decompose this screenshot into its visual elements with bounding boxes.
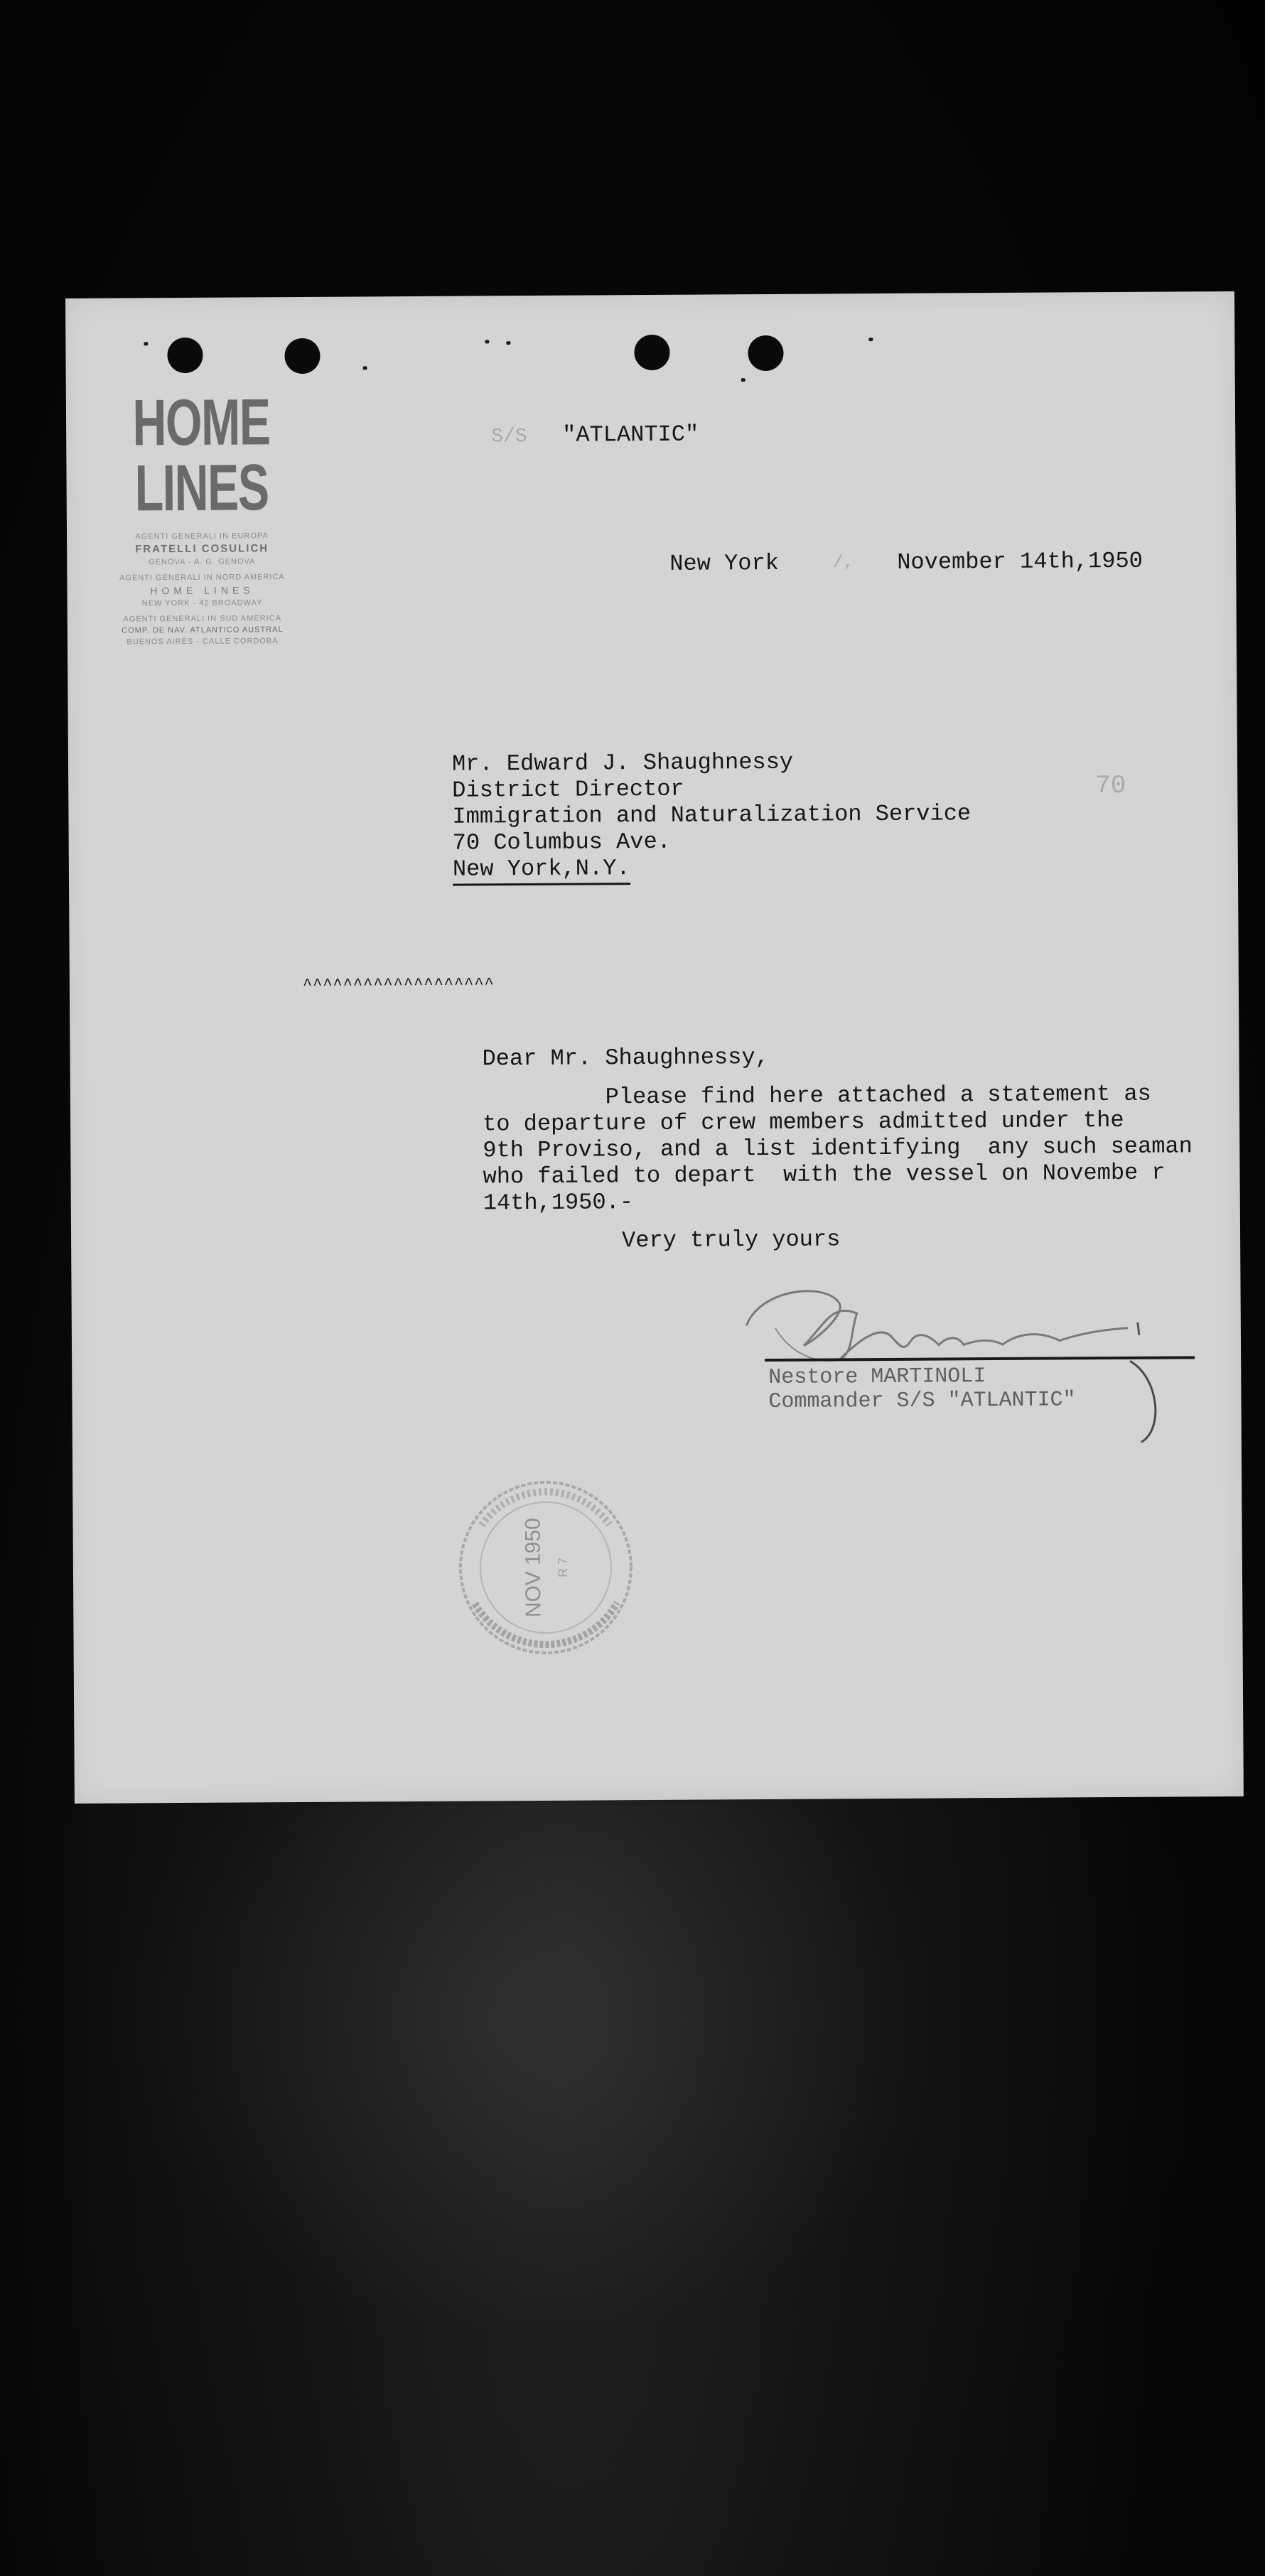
agent-europe-city: GENOVA - A. G. GENOVA <box>149 557 256 567</box>
speck <box>485 340 489 343</box>
body-line-4: who failed to depart with the vessel on Novembe r <box>483 1159 1166 1190</box>
closing: Very truly yours <box>622 1226 841 1254</box>
body-line-1: Please find here attached a statement as <box>482 1080 1151 1111</box>
body-line-2: to departure of crew members admitted under the <box>482 1106 1124 1138</box>
signer-title: Commander S/S "ATLANTIC" <box>768 1388 1076 1414</box>
speck <box>868 338 873 341</box>
agent-europe-name: FRATELLI COSULICH <box>135 542 269 556</box>
signer-name: Nestore MARTINOLI <box>768 1364 986 1390</box>
punch-hole-1 <box>167 338 203 373</box>
separator-line: ^^^^^^^^^^^^^^^^^^^ <box>302 975 495 994</box>
body-line-5: 14th,1950.- <box>483 1189 634 1217</box>
recipient-street: 70 Columbus Ave. <box>452 828 672 856</box>
agent-europe-label: AGENTI GENERALI IN EUROPA <box>135 532 269 541</box>
recipient-city-wrap <box>453 855 630 883</box>
agent-america-label: AGENTI GENERALI IN NORD AMERICA <box>119 573 285 583</box>
punch-hole-3 <box>634 335 669 370</box>
vessel-prefix: S/S <box>491 426 527 448</box>
speck <box>144 342 148 345</box>
punch-hole-4 <box>748 335 783 371</box>
dateline-date: November 14th,1950 <box>897 547 1143 576</box>
agent-america-city: NEW YORK - 42 BROADWAY <box>141 598 263 608</box>
table-background <box>85 1805 1194 2516</box>
speck <box>506 341 510 345</box>
agent-south-city: BUENOS AIRES - CALLE CORDOBA <box>126 637 279 647</box>
stamp-code: R 7 <box>555 1557 571 1578</box>
logo-word-home: HOME <box>132 386 270 460</box>
recipient-city: New York,N.Y. <box>453 855 630 886</box>
speck <box>741 378 745 382</box>
agent-south-label: AGENTI GENERALI IN SUD AMERICA <box>123 614 282 624</box>
home-lines-letterhead <box>95 386 309 648</box>
agent-south-name: COMP. DE NAV. ATLANTICO AUSTRAL <box>122 625 284 635</box>
logo-word-lines: LINES <box>134 451 269 525</box>
body-line-3: 9th Proviso, and a list identifying any such seaman <box>483 1133 1193 1164</box>
agent-america-name: HOME LINES <box>150 584 254 597</box>
letter-page <box>65 291 1244 1804</box>
punch-hole-2 <box>284 338 320 374</box>
dateline-place: New York <box>669 549 780 577</box>
dateline-mark: /, <box>833 553 854 573</box>
recipient-agency: Immigration and Naturalization Service <box>452 800 971 830</box>
vessel-name: "ATLANTIC" <box>562 421 699 448</box>
salutation: Dear Mr. Shaughnessy, <box>482 1043 769 1072</box>
recipient-name: Mr. Edward J. Shaughnessy <box>451 748 794 777</box>
speck <box>363 366 367 370</box>
margin-number: 70 <box>1095 770 1126 801</box>
circular-date-stamp <box>453 1475 639 1661</box>
recipient-title: District Director <box>452 775 684 804</box>
stamp-date: NOV 1950 <box>521 1517 546 1618</box>
